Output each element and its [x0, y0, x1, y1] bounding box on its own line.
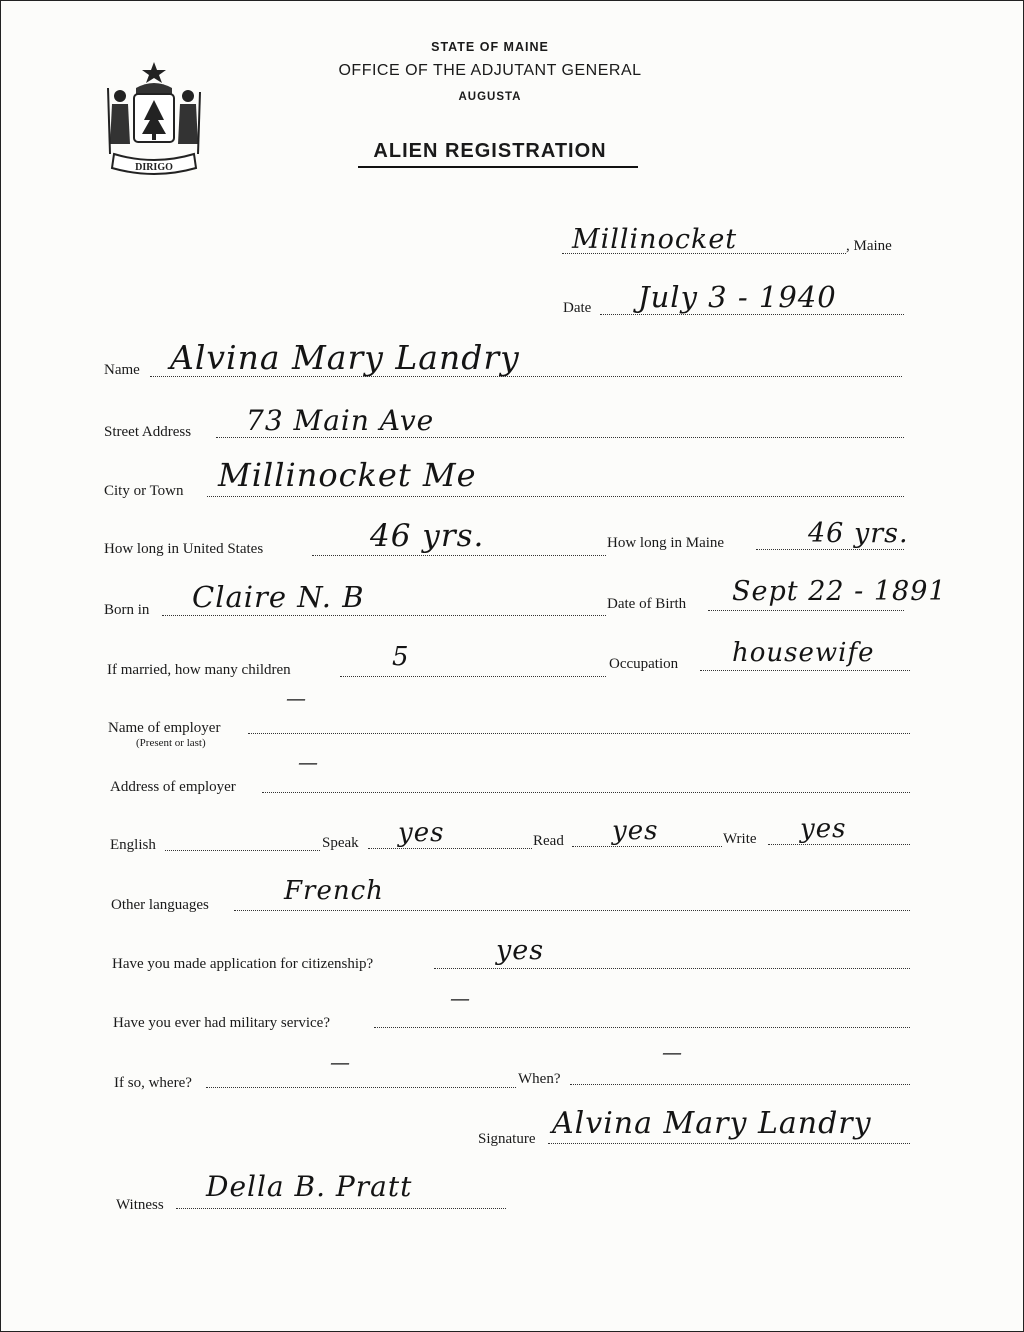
- born-in-value: Claire N. B: [192, 580, 365, 614]
- children-label: If married, how many children: [107, 662, 291, 678]
- office-heading: OFFICE OF THE ADJUTANT GENERAL: [338, 62, 642, 79]
- read-line: [572, 846, 722, 847]
- write-label: Write: [723, 831, 757, 847]
- other-languages-value: French: [284, 876, 384, 906]
- signature-value: Alvina Mary Landry: [552, 1106, 872, 1141]
- town-state-label: , Maine: [846, 238, 892, 254]
- maine-years-line: [756, 549, 904, 550]
- street-line: [216, 437, 904, 438]
- us-years-line: [312, 555, 606, 556]
- us-years-label: How long in United States: [104, 541, 264, 557]
- name-value: Alvina Mary Landry: [170, 338, 520, 377]
- write-line: [768, 844, 910, 845]
- employer-address-label: Address of employer: [110, 779, 236, 795]
- employer-name-label: Name of employer: [108, 720, 221, 736]
- birth-date-value: Sept 22 - 1891: [732, 576, 947, 607]
- signature-label: Signature: [478, 1131, 536, 1147]
- us-years-value: 46 yrs.: [370, 518, 485, 554]
- speak-label: Speak: [322, 835, 359, 851]
- employer-name-line: [248, 733, 910, 734]
- street-value: 73 Main Ave: [246, 404, 435, 437]
- military-value: —: [450, 986, 471, 1010]
- maine-years-label: How long in Maine: [607, 535, 725, 551]
- when-label: When?: [518, 1071, 561, 1087]
- name-label: Name: [104, 362, 140, 378]
- birth-date-label: Date of Birth: [607, 596, 687, 612]
- children-value: 5: [392, 642, 410, 672]
- city-label: City or Town: [104, 483, 184, 499]
- military-label: Have you ever had military service?: [113, 1015, 330, 1031]
- english-line: [165, 850, 320, 851]
- when-line: [570, 1084, 910, 1085]
- where-line: [206, 1087, 516, 1088]
- employer-name-sublabel: (Present or last): [136, 737, 206, 749]
- citizenship-line: [434, 968, 910, 969]
- town-value: Millinocket: [572, 224, 738, 255]
- children-line: [340, 676, 606, 677]
- signature-line: [548, 1143, 910, 1144]
- maine-years-value: 46 yrs.: [808, 518, 909, 549]
- citizenship-value: yes: [496, 935, 545, 966]
- employer-name-value: —: [286, 686, 307, 710]
- witness-label: Witness: [116, 1197, 164, 1213]
- employer-address-line: [262, 792, 910, 793]
- city-heading: AUGUSTA: [458, 91, 522, 103]
- street-label: Street Address: [104, 424, 192, 440]
- date-label: Date: [563, 300, 592, 316]
- speak-value: yes: [398, 818, 445, 848]
- employer-address-value: —: [298, 750, 319, 774]
- occupation-value: housewife: [732, 638, 875, 668]
- other-languages-line: [234, 910, 910, 911]
- born-in-label: Born in: [104, 602, 150, 618]
- witness-value: Della B. Pratt: [206, 1170, 413, 1203]
- english-label: English: [110, 837, 156, 853]
- seal-motto: DIRIGO: [135, 162, 173, 173]
- form-title: ALIEN REGISTRATION: [373, 140, 607, 162]
- read-label: Read: [533, 833, 564, 849]
- city-line: [207, 496, 904, 497]
- birth-date-line: [708, 610, 904, 611]
- military-line: [374, 1027, 910, 1028]
- date-line: [600, 314, 904, 315]
- date-value: July 3 - 1940: [638, 280, 837, 314]
- title-underline: [358, 166, 638, 168]
- write-value: yes: [800, 814, 847, 844]
- where-label: If so, where?: [114, 1075, 192, 1091]
- witness-line: [176, 1208, 506, 1209]
- where-value: —: [330, 1050, 351, 1074]
- read-value: yes: [612, 816, 659, 846]
- speak-line: [368, 848, 532, 849]
- city-value: Millinocket Me: [218, 456, 477, 494]
- citizenship-label: Have you made application for citizenship?: [112, 956, 374, 972]
- occupation-label: Occupation: [609, 656, 679, 672]
- other-languages-label: Other languages: [111, 897, 209, 913]
- occupation-line: [700, 670, 910, 671]
- born-in-line: [162, 615, 606, 616]
- state-heading: STATE OF MAINE: [431, 40, 549, 54]
- when-value: —: [662, 1040, 683, 1064]
